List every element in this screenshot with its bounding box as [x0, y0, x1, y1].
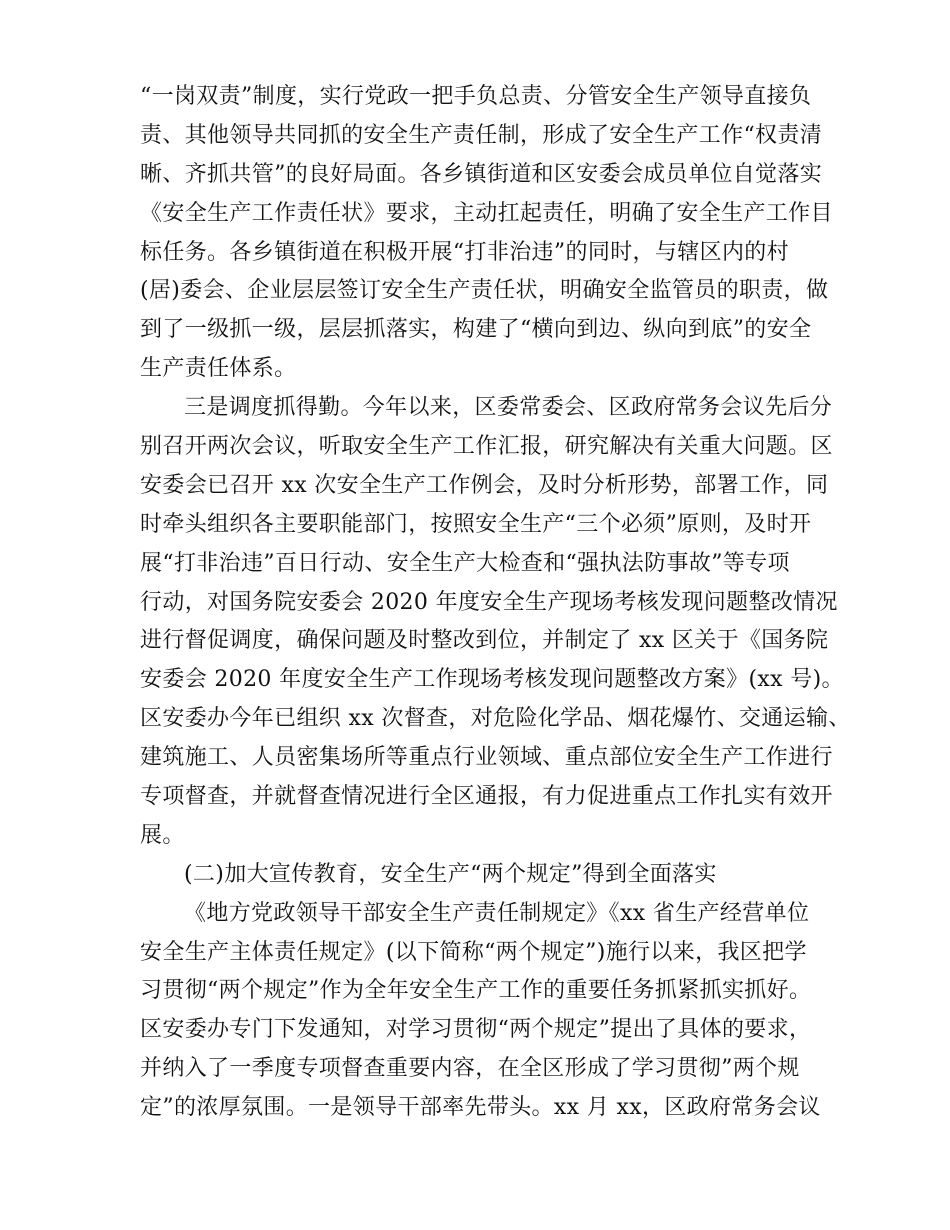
text-line: 《安全生产工作责任状》要求，主动扛起责任，明确了安全生产工作目 [140, 200, 833, 226]
document-body [140, 78, 851, 1128]
text-line: 三是调度抓得勤。今年以来，区委常委会、区政府常务会议先后分 [184, 395, 833, 421]
text-line: 安全生产主体责任规定》(以下简称“两个规定”)施行以来，我区把学 [140, 939, 807, 965]
text-line: 建筑施工、人员密集场所等重点行业领域、重点部位安全生产工作进行 [140, 745, 833, 771]
text-line: 习贯彻“两个规定”作为全年安全生产工作的重要任务抓紧抓实抓好。 [140, 978, 812, 1004]
text-line: 并纳入了一季度专项督查重要内容，在全区形成了学习贯彻”两个规 [140, 1056, 800, 1082]
text-line: “一岗双责”制度，实行党政一把手负总责、分管安全生产领导直接负 [140, 84, 812, 109]
text-line: 安委会已召开 xx 次安全生产工作例会，及时分析形势，部署工作，同 [140, 472, 829, 498]
text-line: 生产责任体系。 [140, 356, 297, 382]
text-line: 定”的浓厚氛围。一是领导干部率先带头。xx 月 xx，区政府常务会议 [140, 1095, 821, 1121]
text-line: 进行督促调度，确保问题及时整改到位，并制定了 xx 区关于《国务院 [140, 628, 829, 654]
text-line: 责、其他领导共同抓的安全生产责任制，形成了安全生产工作“权责清 [140, 122, 823, 148]
text-line: 专项督查，并就督查情况进行全区通报，有力促进重点工作扎实有效开 [140, 784, 833, 810]
text-line: 别召开两次会议，听取安全生产工作汇报，研究解决有关重大问题。区 [140, 434, 833, 460]
text-line: 行动，对国务院安委会 2020 年度安全生产现场考核发现问题整改情况 [140, 589, 838, 615]
text-line: 安委会 2020 年度安全生产工作现场考核发现问题整改方案》(xx 号)。 [140, 667, 844, 693]
text-line: 展。 [140, 822, 185, 848]
text-line: 时牵头组织各主要职能部门，按照安全生产“三个必须”原则，及时开 [140, 511, 812, 537]
text-line: (居)委会、企业层层签订安全生产责任状，明确安全监管员的职责，做 [140, 278, 829, 304]
text-line: 标任务。各乡镇街道在积极开展“打非治违”的同时，与辖区内的村 [140, 239, 789, 265]
text-line: 晰、齐抓共管”的良好局面。各乡镇街道和区安委会成员单位自觉落实 [140, 161, 823, 187]
text-line: (二)加大宣传教育，安全生产“两个规定”得到全面落实 [184, 861, 717, 887]
text-line: 展“打非治违”百日行动、安全生产大检查和“强执法防事故”等专项 [140, 550, 790, 576]
text-line: 到了一级抓一级，层层抓落实，构建了“横向到边、纵向到底”的安全 [140, 317, 812, 343]
text-line: 区安委办今年已组织 xx 次督查，对危险化学品、烟花爆竹、交通运输、 [140, 706, 851, 732]
text-line: 区安委办专门下发通知，对学习贯彻“两个规定”提出了具体的要求， [140, 1017, 812, 1043]
text-line: 《地方党政领导干部安全生产责任制规定》《xx 省生产经营单位 [184, 900, 810, 926]
